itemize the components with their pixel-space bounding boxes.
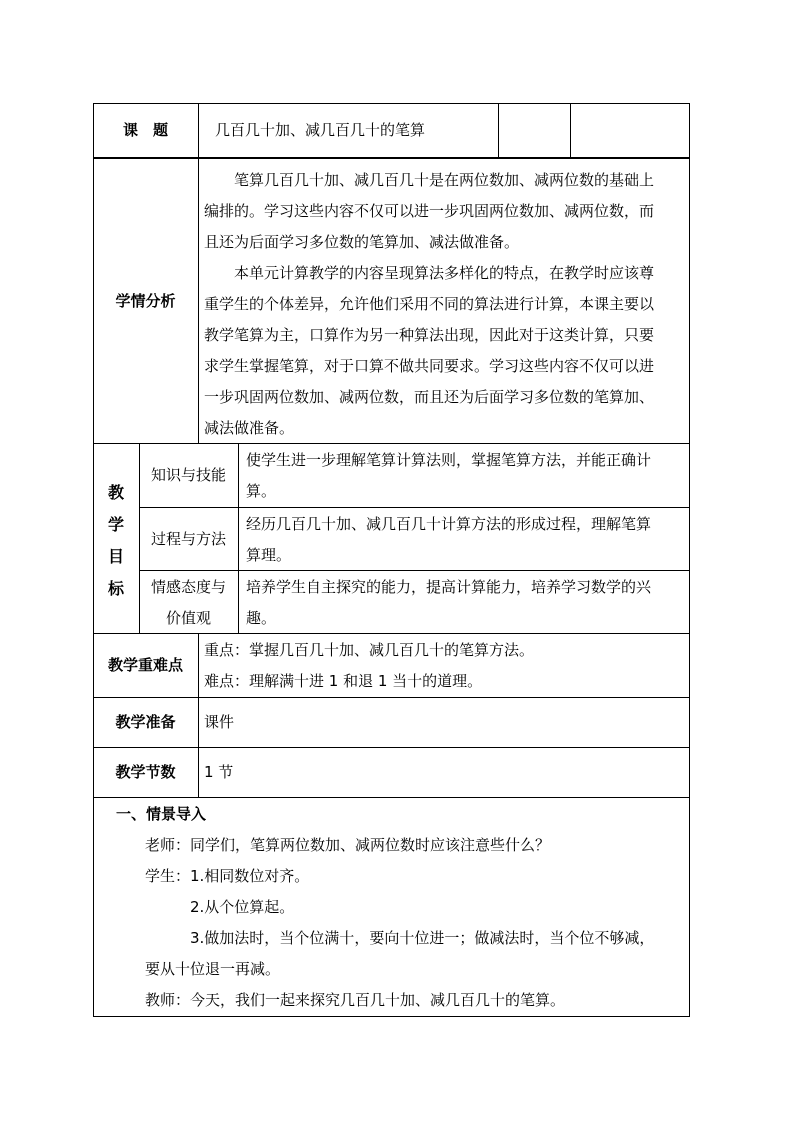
objectives-label-char: 教 bbox=[107, 483, 124, 502]
emotion-label: 价值观 bbox=[165, 609, 211, 627]
intro-text: 老师：同学们，笔算两位数加、减两位数时应该注意些什么？ bbox=[145, 836, 551, 854]
analysis-text: 且还为后面学习多位数的笔算加、减法做准备。 bbox=[204, 233, 520, 251]
row-divider bbox=[139, 570, 690, 571]
row-divider bbox=[93, 157, 690, 159]
intro-text: 学生：1.相同数位对齐。 bbox=[145, 867, 310, 885]
knowledge-text: 算。 bbox=[246, 482, 277, 500]
preparation-label: 教学准备 bbox=[115, 713, 176, 731]
analysis-text: 教学笔算为主，口算作为另一种算法出现，因此对于这类计算，只要 bbox=[204, 326, 655, 344]
focus-text: 重点：掌握几百几十加、减几百几十的笔算方法。 bbox=[204, 641, 535, 659]
analysis-text: 一步巩固两位数加、减两位数，而且还为后面学习多位数的笔算加、 bbox=[204, 388, 655, 406]
intro-text: 3.做加法时，当个位满十，要向十位进一；做减法时，当个位不够减， bbox=[190, 929, 655, 947]
key-points-label: 教学重难点 bbox=[107, 656, 183, 674]
analysis-text: 重学生的个体差异，允许他们采用不同的算法进行计算，本课主要以 bbox=[204, 295, 655, 313]
emotion-label: 情感态度与 bbox=[150, 578, 226, 596]
preparation-value: 课件 bbox=[204, 713, 235, 731]
topic-value: 几百几十加、减几百几十的笔算 bbox=[215, 121, 426, 139]
row-divider bbox=[139, 507, 690, 508]
row-divider bbox=[93, 797, 690, 798]
analysis-label: 学情分析 bbox=[115, 292, 176, 310]
emotion-text: 趣。 bbox=[246, 609, 277, 627]
topic-label: 课 题 bbox=[122, 121, 168, 139]
process-label: 过程与方法 bbox=[150, 530, 226, 548]
row-divider bbox=[93, 443, 690, 444]
col-divider bbox=[198, 633, 199, 797]
col-divider bbox=[570, 103, 571, 157]
analysis-text: 编排的。学习这些内容不仅可以进一步巩固两位数加、减两位数，而 bbox=[204, 202, 655, 220]
objectives-label-char: 目 bbox=[107, 547, 124, 566]
analysis-text: 减法做准备。 bbox=[204, 419, 295, 437]
analysis-text: 本单元计算教学的内容呈现算法多样化的特点，在教学时应该尊 bbox=[234, 264, 655, 282]
objectives-label-char: 标 bbox=[107, 579, 124, 598]
col-divider bbox=[198, 103, 199, 443]
intro-text: 要从十位退一再减。 bbox=[145, 960, 281, 978]
row-divider bbox=[93, 747, 690, 748]
knowledge-text: 使学生进一步理解笔算计算法则，掌握笔算方法，并能正确计 bbox=[246, 451, 652, 469]
process-text: 经历几百几十加、减几百几十计算方法的形成过程，理解笔算 bbox=[246, 515, 652, 533]
intro-heading: 一、情景导入 bbox=[116, 805, 207, 823]
col-divider bbox=[498, 103, 499, 157]
row-divider bbox=[93, 697, 690, 698]
analysis-text: 笔算几百几十加、减几百几十是在两位数加、减两位数的基础上 bbox=[234, 171, 655, 189]
emotion-text: 培养学生自主探究的能力，提高计算能力，培养学习数学的兴 bbox=[246, 578, 652, 596]
difficulty-text: 难点：理解满十进 1 和退 1 当十的道理。 bbox=[204, 672, 483, 690]
process-text: 算理。 bbox=[246, 546, 292, 564]
intro-text: 2.从个位算起。 bbox=[190, 898, 295, 916]
intro-text: 教师：今天，我们一起来探究几百几十加、减几百几十的笔算。 bbox=[145, 991, 566, 1009]
periods-value: 1 节 bbox=[204, 763, 234, 781]
periods-label: 教学节数 bbox=[115, 763, 176, 781]
analysis-text: 求学生掌握笔算，对于口算不做共同要求。学习这些内容不仅可以进 bbox=[204, 357, 655, 375]
col-divider bbox=[238, 443, 239, 633]
objectives-label-char: 学 bbox=[107, 515, 124, 534]
knowledge-label: 知识与技能 bbox=[150, 466, 226, 484]
